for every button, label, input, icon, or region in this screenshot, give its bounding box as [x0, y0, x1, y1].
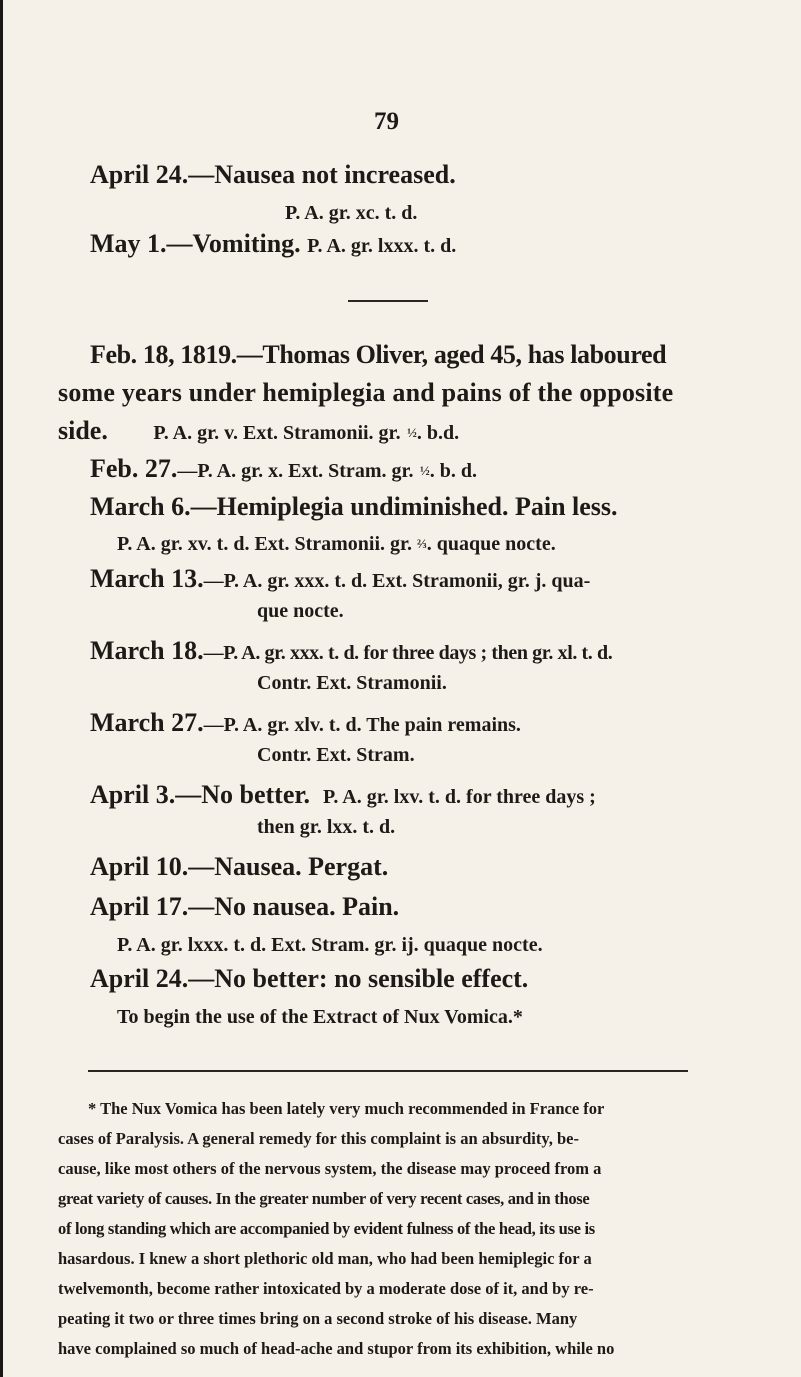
entry-may-1: May 1.—Vomiting. P. A. gr. lxxx. t. d.: [90, 229, 457, 258]
entry-march-18: March 18.—P. A. gr. xxx. t. d. for three days ; then gr. xl. t. d.: [90, 636, 613, 665]
footnote-line-4: great variety of causes. In the greater number of very recent cases, and in those: [58, 1189, 590, 1208]
footnote-line-3: cause, like most others of the nervous system, the disease may proceed from a: [58, 1159, 602, 1178]
entry-march-13-cont: que nocte.: [257, 600, 344, 622]
page-edge: [0, 0, 3, 1377]
footnote-line-5: of long standing which are accompanied by evident fulness of the head, its use is: [58, 1219, 595, 1238]
entry-april-24-first: April 24.—Nausea not increased.: [90, 160, 456, 189]
footnote-line-9: have complained so much of head-ache and stupor from its exhibition, while no: [58, 1339, 615, 1358]
entry-april-17: April 17.—No nausea. Pain.: [90, 892, 400, 921]
footnote-line-7: twelvemonth, become rather intoxicated by a moderate dose of it, and by re-: [58, 1279, 594, 1298]
entry-march-27: March 27.—P. A. gr. xlv. t. d. The pain remains.: [90, 708, 521, 737]
entry-feb-27: Feb. 27.—P. A. gr. x. Ext. Stram. gr. ½. b. d.: [90, 454, 478, 483]
footnote-line-8: peating it two or three times bring on a second stroke of his disease. Many: [58, 1309, 578, 1328]
case-intro-line-3: side. P. A. gr. v. Ext. Stramonii. gr. ½. b.d.: [58, 416, 460, 445]
entry-dose: P. A. gr. xc. t. d.: [285, 202, 418, 224]
footnote-line-2: cases of Paralysis. A general remedy for this complaint is an absurdity, be-: [58, 1129, 579, 1148]
entry-april-24-second: April 24.—No better: no sensible effect.: [90, 964, 529, 993]
entry-nux-vomica: To begin the use of the Extract of Nux Vomica.*: [117, 1006, 523, 1028]
case-intro-line-1: Feb. 18, 1819.—Thomas Oliver, aged 45, has laboured: [90, 340, 667, 369]
entry-april-3-cont: then gr. lxx. t. d.: [257, 816, 396, 838]
entry-april-3: April 3.—No better. P. A. gr. lxv. t. d. for three days ;: [90, 780, 596, 809]
entry-march-6-dose: P. A. gr. xv. t. d. Ext. Stramonii. gr. ⅔. quaque nocte.: [117, 533, 556, 555]
entry-march-6: March 6.—Hemiplegia undiminished. Pain less.: [90, 492, 618, 521]
section-divider: [348, 300, 428, 302]
case-intro-line-2: some years under hemiplegia and pains of the opposite: [58, 378, 674, 407]
entry-march-13: March 13.—P. A. gr. xxx. t. d. Ext. Stramonii, gr. j. qua-: [90, 564, 591, 593]
entry-april-10: April 10.—Nausea. Pergat.: [90, 852, 389, 881]
footnote-line-6: hasardous. I knew a short plethoric old man, who had been hemiplegic for a: [58, 1249, 592, 1268]
footnote-line-1: * The Nux Vomica has been lately very much recommended in France for: [88, 1099, 605, 1118]
entry-march-18-cont: Contr. Ext. Stramonii.: [257, 672, 447, 694]
entry-march-27-cont: Contr. Ext. Stram.: [257, 744, 415, 766]
footnote-divider: [88, 1070, 688, 1072]
entry-april-17-dose: P. A. gr. lxxx. t. d. Ext. Stram. gr. ij. quaque nocte.: [117, 934, 543, 956]
page-number: 79: [374, 108, 399, 135]
